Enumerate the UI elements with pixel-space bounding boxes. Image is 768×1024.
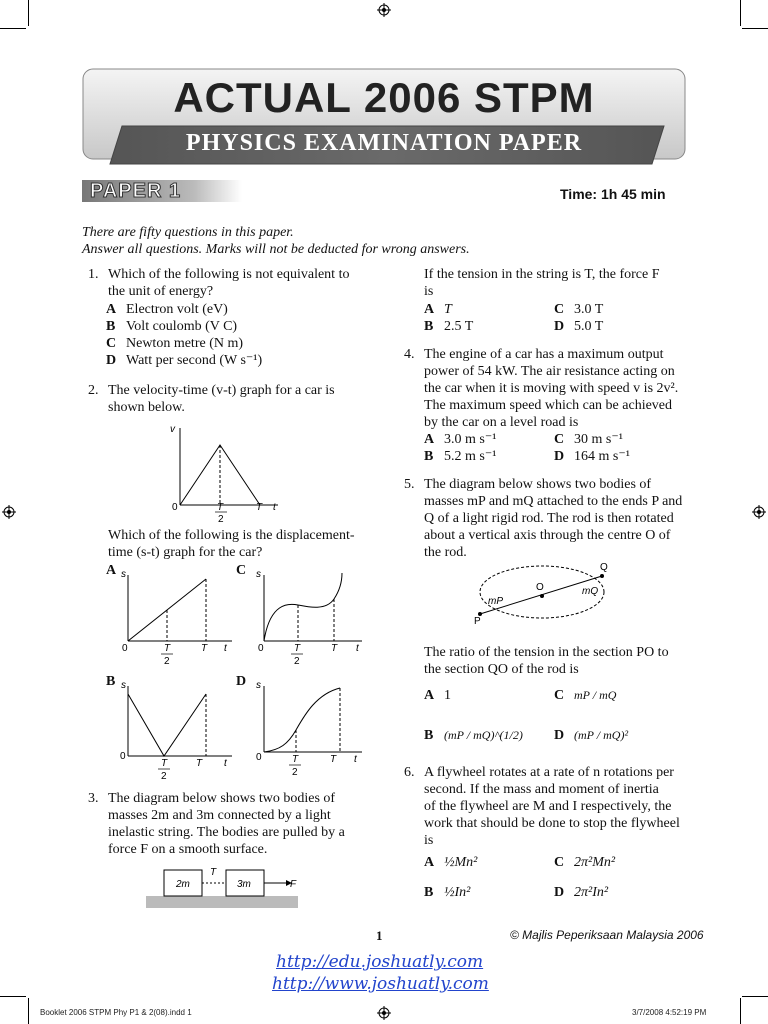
svg-text:P: P [474, 616, 481, 627]
two-blocks-diagram [146, 864, 302, 910]
paper-label-text: PAPER 1 [90, 180, 182, 202]
option-a-graph[interactable]: A s 0 T 2 T t [106, 563, 227, 667]
question-text: the unit of energy? [108, 284, 214, 299]
svg-text:2: 2 [161, 771, 167, 782]
crop-mark [742, 996, 768, 997]
instruction-line: There are fifty questions in this paper. [82, 225, 294, 240]
svg-text:T: T [161, 758, 168, 769]
question-text: time (s-t) graph for the car? [108, 545, 263, 560]
question-text: A flywheel rotates at a rate of n rotations per [424, 765, 674, 780]
svg-text:T: T [164, 643, 171, 654]
question-text: the car when it is moving with speed v is 2v². [424, 381, 679, 396]
svg-text:2: 2 [294, 656, 300, 667]
rotating-rod-diagram [470, 560, 620, 630]
page-number: 1 [376, 928, 383, 943]
svg-text:O: O [536, 582, 544, 593]
svg-text:0: 0 [256, 752, 262, 763]
question-text: If the tension in the string is T, the force F [424, 267, 660, 282]
axis-label-t: t [273, 502, 276, 513]
question-text: is [424, 833, 434, 848]
registration-mark-icon [752, 505, 766, 519]
svg-text:s: s [121, 680, 126, 691]
question-text: Which of the following is not equivalent to [108, 267, 350, 282]
question-text: masses mP and mQ attached to the ends P and [424, 494, 683, 509]
question-number: 2. [88, 383, 99, 398]
svg-text:T: T [331, 643, 338, 654]
question-5 [404, 476, 694, 566]
svg-text:t: t [354, 754, 357, 765]
svg-text:t: t [356, 643, 359, 654]
question-text: The diagram below shows two bodies of [424, 477, 652, 492]
website-link[interactable]: http://www.joshuatly.com [272, 974, 489, 994]
question-number: 5. [404, 477, 415, 492]
question-text: of the flywheel are M and I respectively, the [424, 799, 672, 814]
svg-text:2: 2 [164, 656, 170, 667]
instruction-line: Answer all questions. Marks will not be deducted for wrong answers. [82, 242, 470, 257]
question-number: 4. [404, 347, 415, 362]
question-5-options [424, 682, 694, 756]
question-2 [88, 382, 378, 422]
question-text: The diagram below shows two bodies of [108, 791, 336, 806]
question-text: shown below. [108, 400, 185, 415]
svg-text:T: T [210, 867, 217, 878]
crop-mark [0, 996, 26, 997]
svg-text:T: T [330, 754, 337, 765]
option-d[interactable]: D Watt per second (W s⁻¹) [106, 353, 263, 368]
question-6 [404, 764, 694, 912]
option-b[interactable]: B (mP / mQ)^(1/2) [424, 728, 523, 743]
question-text: second. If the mass and moment of inertia [424, 782, 659, 797]
question-number: 6. [404, 765, 415, 780]
question-4 [404, 346, 694, 466]
date-slug: 3/7/2008 4:52:19 PM [632, 1008, 707, 1017]
option-a[interactable]: A Electron volt (eV) [106, 302, 228, 317]
question-text: The engine of a car has a maximum output [424, 347, 664, 362]
question-3 [88, 790, 378, 862]
question-2-prompt [108, 527, 378, 563]
option-a[interactable]: A T [424, 302, 452, 317]
option-c[interactable]: C mP / mQ [554, 688, 617, 703]
question-text: power of 54 kW. The air resistance acting on [424, 364, 675, 379]
svg-text:F: F [290, 879, 297, 890]
option-d[interactable]: D 2π²In² [554, 885, 609, 900]
option-c-graph[interactable]: C s 0 T 2 T t [236, 563, 359, 667]
paper-label [82, 180, 242, 202]
question-text: The velocity-time (v-t) graph for a car is [108, 383, 335, 398]
crop-mark [28, 0, 29, 26]
svg-text:mQ: mQ [582, 586, 599, 597]
option-d[interactable]: D (mP / mQ)² [554, 728, 629, 743]
svg-text:0: 0 [258, 643, 264, 654]
vt-graph [168, 420, 288, 525]
question-number: 3. [88, 791, 99, 806]
question-text: The ratio of the tension in the section PO to [424, 645, 669, 660]
svg-text:mP: mP [488, 596, 503, 607]
svg-text:s: s [256, 680, 261, 691]
svg-text:3m: 3m [237, 879, 251, 890]
banner-title: ACTUAL 2006 STPM [173, 74, 595, 121]
option-b[interactable]: B Volt coulomb (V C) [106, 319, 238, 334]
crop-mark [28, 998, 29, 1024]
svg-text:t: t [224, 758, 227, 769]
svg-text:T: T [292, 754, 299, 765]
question-text: Which of the following is the displacement- [108, 528, 355, 543]
registration-mark-icon [377, 3, 391, 17]
svg-text:0: 0 [122, 643, 128, 654]
question-text: force F on a smooth surface. [108, 842, 268, 857]
crop-mark [0, 28, 26, 29]
question-text: about a vertical axis through the centre O of [424, 528, 671, 543]
registration-mark-icon [377, 1006, 391, 1020]
svg-text:t: t [224, 643, 227, 654]
crop-mark [740, 0, 741, 26]
question-5-prompt [424, 644, 694, 680]
option-a[interactable]: A 3.0 m s⁻¹ [424, 432, 497, 447]
copyright: © Majlis Peperiksaan Malaysia 2006 [510, 928, 704, 942]
option-b[interactable]: B 5.2 m s⁻¹ [424, 449, 497, 464]
question-text: by the car on a level road is [424, 415, 579, 430]
svg-text:2m: 2m [176, 879, 190, 890]
option-b[interactable]: B ½In² [424, 885, 471, 900]
option-a[interactable]: A ½Mn² [424, 855, 478, 870]
tick-label-T: T [256, 502, 263, 513]
question-text: Q of a light rigid rod. The rod is then rotated [424, 511, 674, 526]
question-text: masses 2m and 3m connected by a light [108, 808, 331, 823]
option-d[interactable]: D 164 m s⁻¹ [554, 449, 630, 464]
axis-label-v: v [170, 424, 175, 435]
question-number: 1. [88, 267, 99, 282]
svg-text:s: s [256, 569, 261, 580]
file-slug: Booklet 2006 STPM Phy P1 & 2(08).indd 1 [40, 1008, 192, 1017]
question-text: the section QO of the rod is [424, 662, 579, 677]
svg-text:T: T [201, 643, 208, 654]
crop-mark [740, 998, 741, 1024]
option-c[interactable]: C Newton metre (N m) [106, 336, 244, 351]
title-banner [82, 68, 686, 166]
option-b-graph[interactable]: B s 0 T 2 T t [106, 674, 227, 782]
question-3-cont [424, 266, 690, 336]
option-d[interactable]: D 5.0 T [554, 319, 604, 334]
svg-text:T: T [294, 643, 301, 654]
svg-text:s: s [121, 569, 126, 580]
origin-label: 0 [172, 502, 178, 513]
question-text: is [424, 284, 434, 299]
option-b[interactable]: B 2.5 T [424, 319, 474, 334]
registration-mark-icon [2, 505, 16, 519]
question-text: the rod. [424, 545, 467, 560]
svg-text:Q: Q [600, 562, 608, 573]
svg-text:T: T [196, 758, 203, 769]
option-c[interactable]: C 30 m s⁻¹ [554, 432, 623, 447]
question-text: The maximum speed which can be achieved [424, 398, 673, 413]
question-text: inelastic string. The bodies are pulled by a [108, 825, 345, 840]
option-d-graph[interactable]: D s 0 T 2 T t [236, 674, 357, 778]
option-a[interactable]: A 1 [424, 688, 451, 703]
tick-label: 2 [218, 514, 224, 525]
crop-mark [742, 28, 768, 29]
exam-time: Time: 1h 45 min [560, 186, 666, 202]
instructions [82, 224, 470, 258]
question-1 [88, 266, 378, 376]
svg-text:2: 2 [292, 767, 298, 778]
option-c[interactable]: C 2π²Mn² [554, 855, 616, 870]
svg-text:0: 0 [120, 751, 126, 762]
website-link[interactable]: http://edu.joshuatly.com [276, 952, 484, 972]
tick-label: T [217, 502, 224, 513]
banner-subtitle: PHYSICS EXAMINATION PAPER [185, 130, 583, 156]
question-text: work that should be done to stop the flywheel [424, 816, 680, 831]
option-c[interactable]: C 3.0 T [554, 302, 604, 317]
